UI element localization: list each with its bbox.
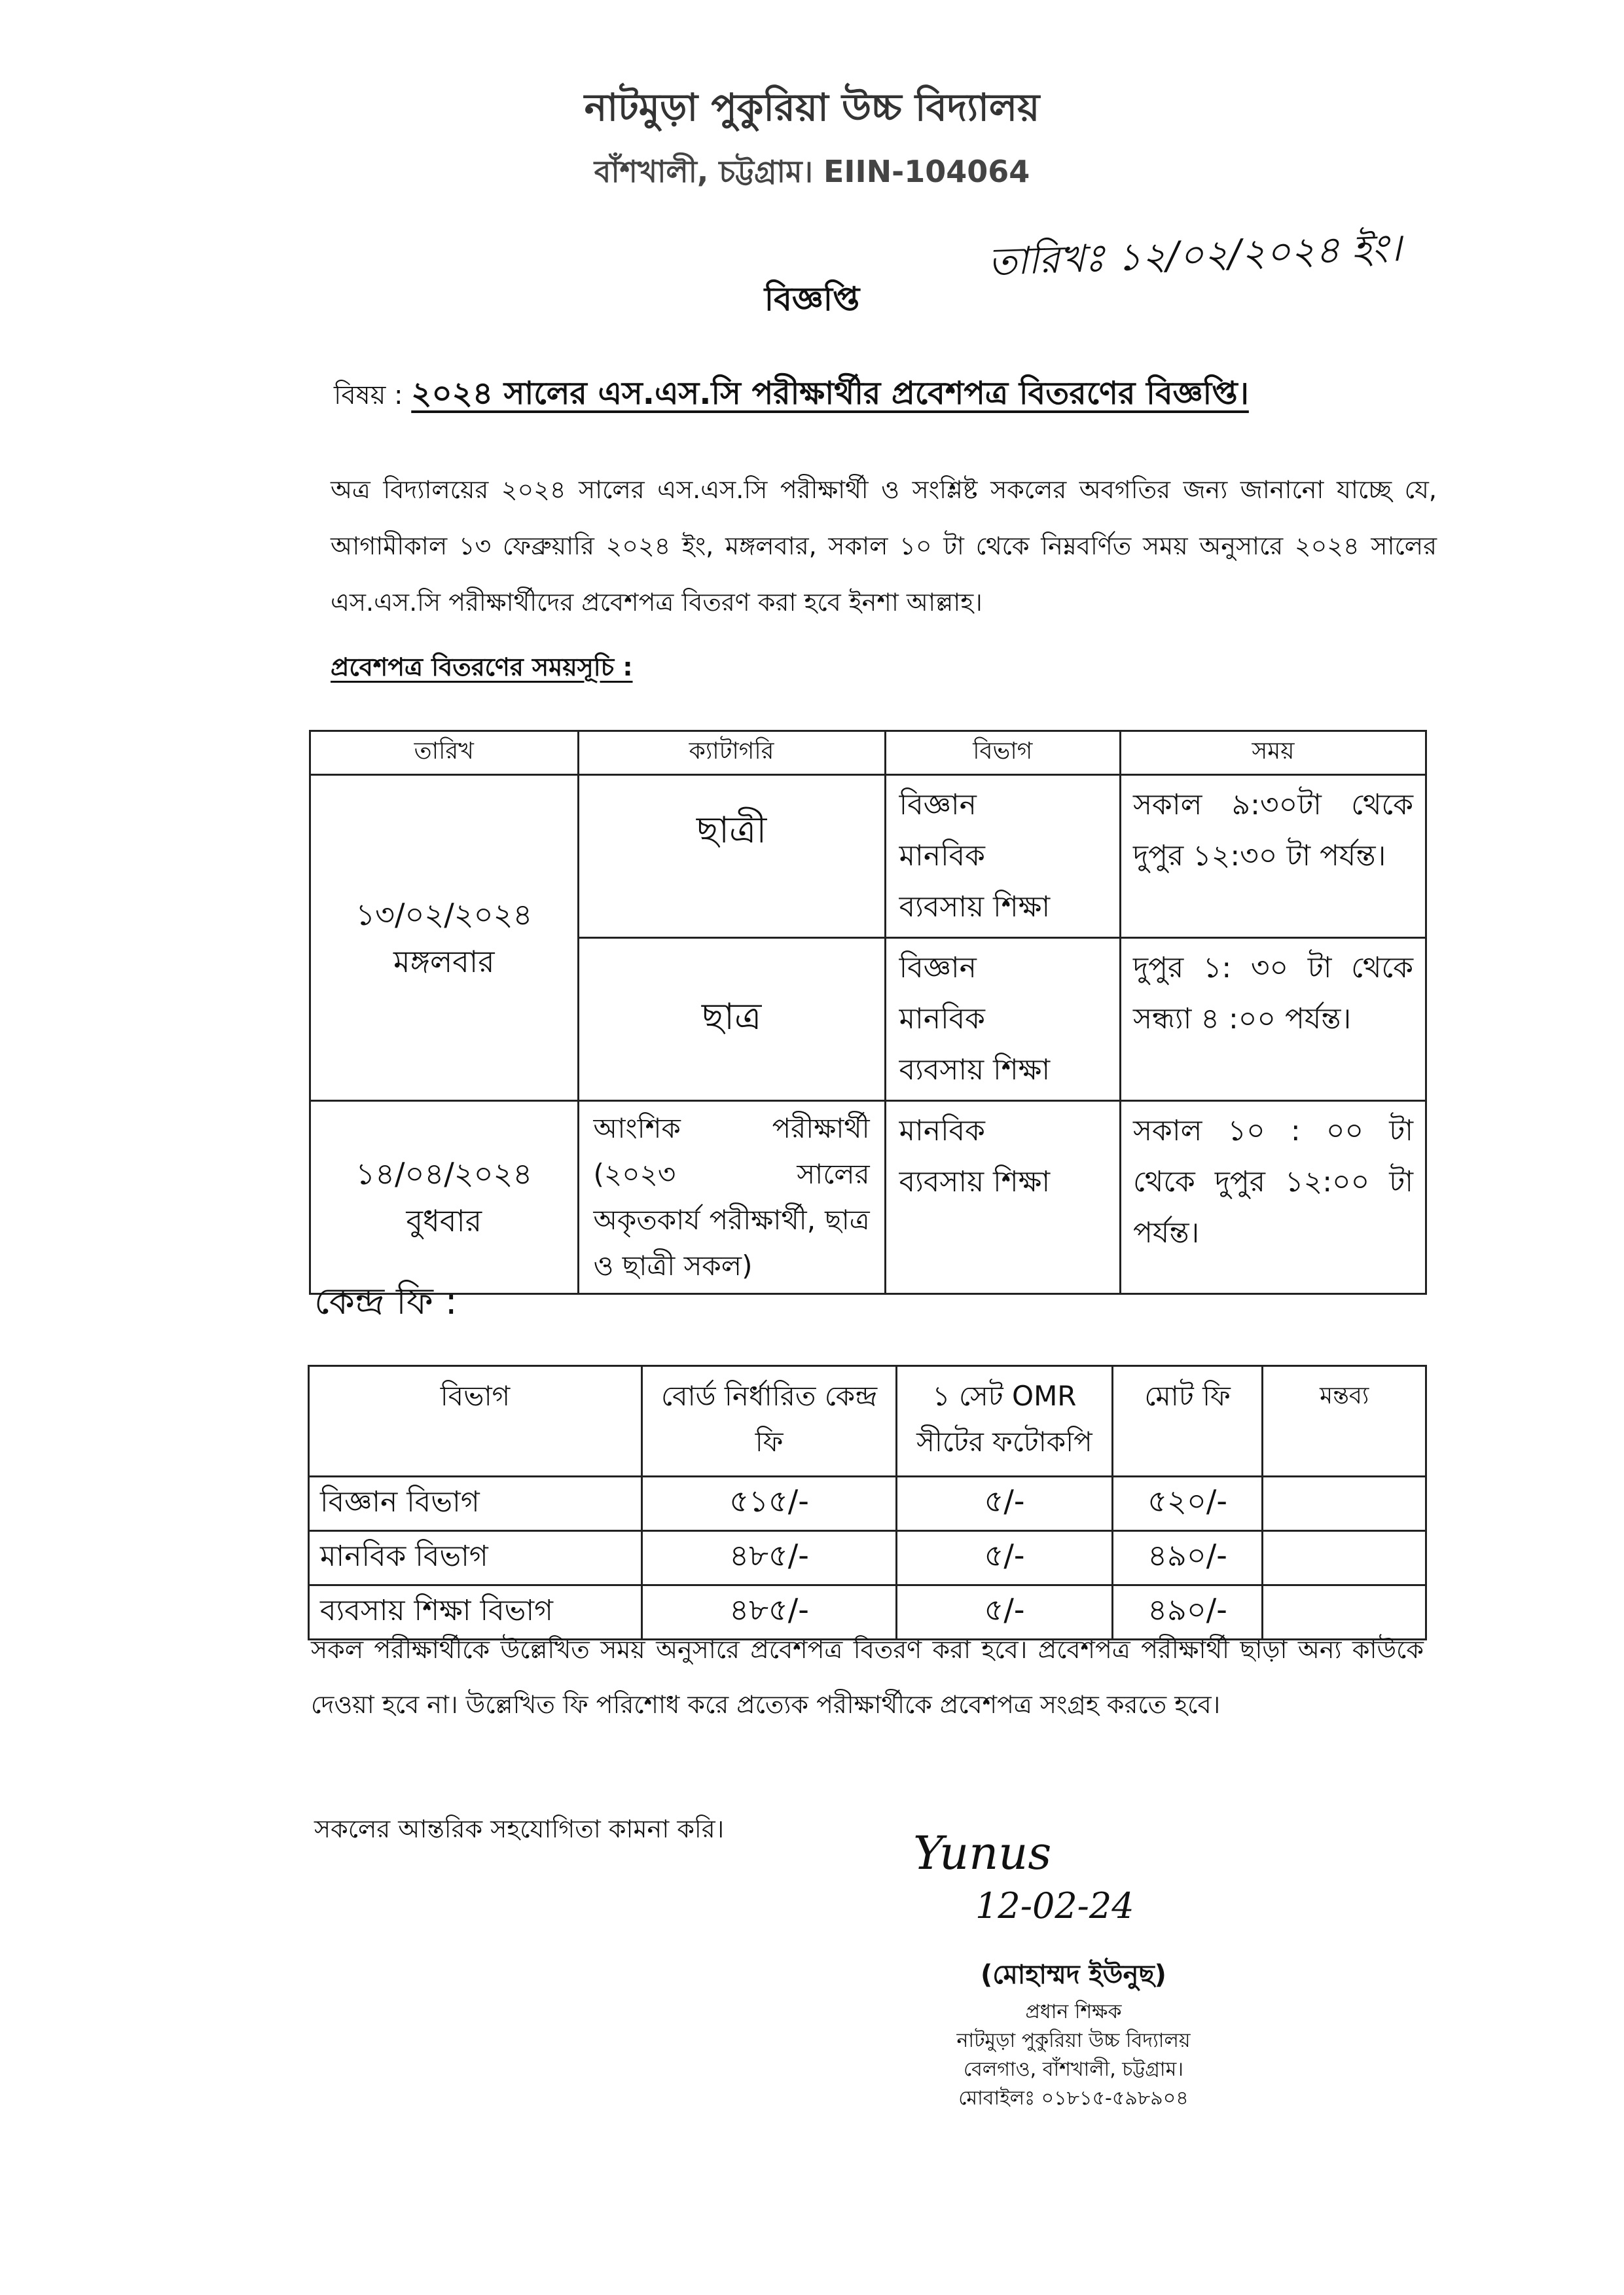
date-value: ১৩/০২/২০২৪: [355, 896, 533, 932]
header-department: বিভাগ: [885, 731, 1120, 775]
date-cell: [310, 1101, 579, 1294]
category-cell: ছাত্রী: [578, 775, 885, 938]
department-item: ব্যবসায় শিক্ষা: [899, 890, 1051, 924]
closing-wish: সকলের আন্তরিক সহযোগিতা কামনা করি।: [314, 1815, 725, 1843]
department-cell: [885, 775, 1120, 938]
notice-heading: বিজ্ঞপ্তি: [764, 280, 860, 318]
closing-paragraph: সকল পরীক্ষার্থীকে উল্লেখিত সময় অনুসারে প্রবেশপত্র বিতরণ করা হবে। প্রবেশপত্র পরীক্ষার্থী ছাড়া অন্য কাউকে দেওয়া হবে না। উল্লেখিত ফি পরিশোধ করে প্রত্যেক পরীক্ষার্থীকে প্রবেশপত্র সংগ্রহ করতে হবে।: [311, 1635, 1424, 1719]
fee-total: ৪৯০/-: [1112, 1585, 1263, 1640]
headmaster-name: (মোহাম্মদ ইউনুছ): [981, 1960, 1166, 1990]
fee-board: ৫১৫/-: [641, 1477, 896, 1531]
header-date: তারিখ: [310, 731, 579, 775]
fee-remark: [1263, 1531, 1426, 1585]
table-row: [309, 1531, 1426, 1585]
school-name: নাটমুড়া পুকুরিয়া উচ্চ বিদ্যালয়: [584, 85, 1040, 130]
fee-department: বিজ্ঞান বিভাগ: [309, 1477, 642, 1531]
department-item: ব্যবসায় শিক্ষা: [899, 1053, 1051, 1087]
fee-header-total: মোট ফি: [1112, 1366, 1263, 1477]
subject-text: ২০২৪ সালের এস.এস.সি পরীক্ষার্থীর প্রবেশপত্র বিতরণের বিজ্ঞপ্তি।: [411, 375, 1249, 412]
time-cell: দুপুর ১: ৩০ টা থেকে সন্ধ্যা ৪ :০০ পর্যন্ত।: [1120, 938, 1426, 1101]
fee-omr: ৫/-: [897, 1585, 1112, 1640]
department-cell: [885, 938, 1120, 1101]
fee-table: [308, 1365, 1427, 1640]
fee-header-omr: ১ সেট OMR সীটের ফটোকপি: [897, 1366, 1112, 1477]
signature-mobile: মোবাইলঃ ০১৮১৫-৫৯৮৯০৪: [958, 2087, 1189, 2110]
category-cell: আংশিক পরীক্ষার্থী (২০২৩ সালের অকৃতকার্য পরীক্ষার্থী, ছাত্র ও ছাত্রী সকল): [578, 1101, 885, 1294]
signature-date: 12-02-24: [975, 1885, 1134, 1926]
table-row: [310, 775, 1426, 938]
headmaster-designation: প্রধান শিক্ষক: [1025, 2000, 1122, 2023]
fee-board: ৪৮৫/-: [641, 1585, 896, 1640]
department-item: বিজ্ঞান: [899, 951, 977, 985]
handwritten-date: তারিখঃ ১২/০২/২০২৪ ইং।: [987, 225, 1403, 284]
header-time: সময়: [1120, 731, 1426, 775]
notice-paragraph: অত্র বিদ্যালয়ের ২০২৪ সালের এস.এস.সি পরীক্ষার্থী ও সংশ্লিষ্ট সকলের অবগতির জন্য জানানো যাচ্ছে যে, আগামীকাল ১৩ ফেব্রুয়ারি ২০২৪ ইং, মঙ্গলবার, সকাল ১০ টা থেকে নিম্নবর্ণিত সময় অনুসারে ২০২৪ সালের এস.এস.সি পরীক্ষার্থীদের প্রবেশপত্র বিতরণ করা হবে ইনশা আল্লাহ।: [331, 475, 1437, 617]
signature-mark: Yunus: [913, 1826, 1052, 1880]
header-category: ক্যাটাগরি: [578, 731, 885, 775]
table-row: [309, 1477, 1426, 1531]
fee-omr: ৫/-: [897, 1477, 1112, 1531]
subject-line: [334, 370, 1249, 422]
fee-total: ৫২০/-: [1112, 1477, 1263, 1531]
fee-department: ব্যবসায় শিক্ষা বিভাগ: [309, 1585, 642, 1640]
fee-header-row: [309, 1366, 1426, 1477]
fee-department: মানবিক বিভাগ: [309, 1531, 642, 1585]
schedule-heading: প্রবেশপত্র বিতরণের সময়সূচি :: [331, 653, 633, 681]
schedule-header-row: [310, 731, 1426, 775]
fee-omr: ৫/-: [897, 1531, 1112, 1585]
subject-label: বিষয় :: [334, 380, 403, 410]
department-item: ব্যবসায় শিক্ষা: [899, 1165, 1051, 1199]
signature-address: বেলগাও, বাঁশখালী, চট্টগ্রাম।: [964, 2058, 1183, 2081]
department-item: মানবিক: [899, 839, 985, 873]
fee-header-board-fee: বোর্ড নির্ধারিত কেন্দ্র ফি: [641, 1366, 896, 1477]
schedule-table: [309, 730, 1427, 1295]
table-row: [310, 1101, 1426, 1294]
date-value: ১৪/০৪/২০২৪: [355, 1156, 533, 1191]
fee-header-department: বিভাগ: [309, 1366, 642, 1477]
department-item: মানবিক: [899, 1114, 985, 1148]
school-address: বাঁশখালী, চট্টগ্রাম। EIIN-104064: [594, 154, 1030, 189]
weekday-value: মঙ্গলবার: [393, 943, 495, 979]
fee-heading: কেন্দ্র ফি :: [314, 1280, 458, 1323]
weekday-value: বুধবার: [406, 1203, 482, 1238]
date-cell: [310, 775, 579, 1101]
fee-header-remark: মন্তব্য: [1263, 1366, 1426, 1477]
fee-total: ৪৯০/-: [1112, 1531, 1263, 1585]
signature-school: নাটমুড়া পুকুরিয়া উচ্চ বিদ্যালয়: [956, 2029, 1191, 2052]
signature-block: [877, 1954, 1270, 2113]
department-item: মানবিক: [899, 1002, 985, 1036]
time-cell: সকাল ৯:৩০টা থেকে দুপুর ১২:৩০ টা পর্যন্ত।: [1120, 775, 1426, 938]
department-cell: [885, 1101, 1120, 1294]
fee-board: ৪৮৫/-: [641, 1531, 896, 1585]
fee-remark: [1263, 1477, 1426, 1531]
category-cell: ছাত্র: [578, 938, 885, 1101]
department-item: বিজ্ঞান: [899, 788, 977, 822]
time-cell: সকাল ১০ : ০০ টা থেকে দুপুর ১২:০০ টা পর্যন্ত।: [1120, 1101, 1426, 1294]
